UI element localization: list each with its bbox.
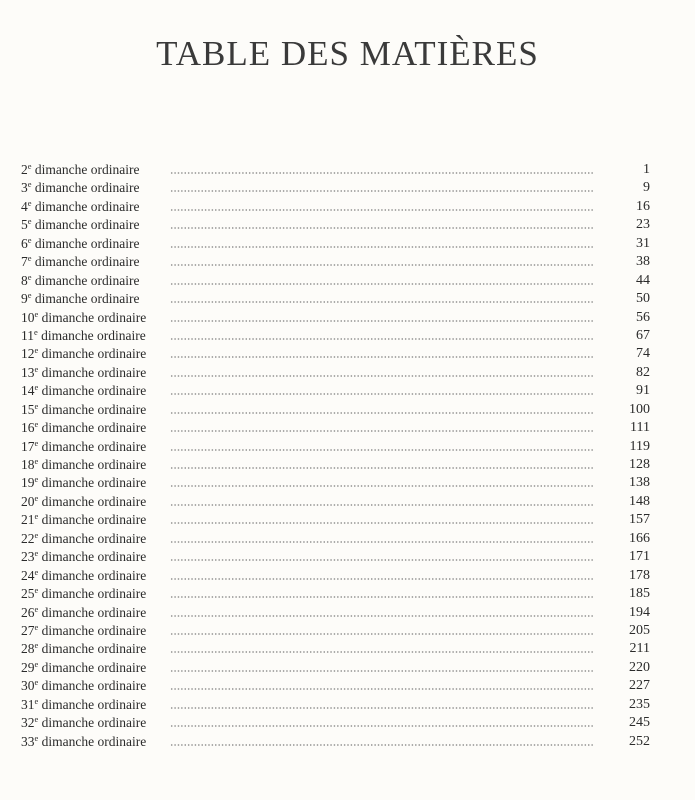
toc-entry-text: dimanche ordinaire xyxy=(38,696,147,712)
toc-entry[interactable] xyxy=(0,382,695,400)
toc-entry-label xyxy=(21,272,140,290)
toc-entry-ordinal-suffix: e xyxy=(27,179,32,190)
toc-entry-text: dimanche ordinaire xyxy=(38,715,147,731)
dot-leader xyxy=(170,651,594,653)
toc-entry[interactable] xyxy=(0,456,695,474)
toc-entry-label xyxy=(21,235,140,253)
toc-entry-page-number: 211 xyxy=(629,641,650,657)
toc-entry-label xyxy=(21,419,146,437)
toc-entry-label xyxy=(21,677,146,695)
toc-entry[interactable] xyxy=(0,640,695,658)
toc-entry[interactable] xyxy=(0,567,695,585)
toc-entry-label xyxy=(21,567,146,585)
toc-entry-number: 26 xyxy=(21,604,35,620)
toc-entry-ordinal-suffix: e xyxy=(34,419,39,430)
toc-entry[interactable] xyxy=(0,272,695,290)
toc-entry-number: 14 xyxy=(21,383,35,399)
toc-entry-label xyxy=(21,401,146,419)
dot-leader xyxy=(170,172,594,174)
toc-entry-number: 15 xyxy=(21,401,35,417)
toc-entry-page-number: 171 xyxy=(629,549,650,565)
toc-entry-text: dimanche ordinaire xyxy=(38,512,147,528)
dot-leader xyxy=(170,393,594,395)
toc-entry-number: 8 xyxy=(21,272,28,288)
toc-entry-ordinal-suffix: e xyxy=(27,161,32,171)
toc-entry-label xyxy=(21,659,146,677)
toc-entry[interactable] xyxy=(0,622,695,640)
toc-entry-ordinal-suffix: e xyxy=(34,548,39,559)
toc-entry-number: 30 xyxy=(21,678,35,694)
dot-leader xyxy=(170,725,594,727)
toc-entry-number: 27 xyxy=(21,622,35,638)
toc-entry[interactable] xyxy=(0,714,695,732)
toc-entry-ordinal-suffix: e xyxy=(34,640,39,651)
toc-entry-number: 21 xyxy=(21,512,35,528)
toc-entry-ordinal-suffix: e xyxy=(27,253,32,264)
dot-leader xyxy=(170,356,594,358)
toc-entry-number: 24 xyxy=(21,567,35,583)
dot-leader xyxy=(170,744,594,746)
toc-entry-number: 33 xyxy=(21,733,35,749)
toc-entry-page-number: 235 xyxy=(629,696,650,712)
toc-entry-label xyxy=(21,696,146,714)
toc-entry-text: dimanche ordinaire xyxy=(31,180,140,196)
toc-entry-page-number: 185 xyxy=(629,586,650,602)
toc-entry-text: dimanche ordinaire xyxy=(38,604,147,620)
toc-entry-label xyxy=(21,382,146,400)
toc-entry-page-number: 16 xyxy=(636,198,650,214)
toc-entry-page-number: 166 xyxy=(629,530,650,546)
toc-entry-ordinal-suffix: e xyxy=(34,511,39,522)
toc-entry-page-number: 9 xyxy=(643,180,650,196)
toc-entry-label xyxy=(21,438,146,456)
toc-entry-number: 19 xyxy=(21,475,35,491)
toc-entry-ordinal-suffix: e xyxy=(34,566,39,577)
toc-entry-ordinal-suffix: e xyxy=(34,603,39,614)
toc-entry-label xyxy=(21,511,146,529)
toc-entry-text: dimanche ordinaire xyxy=(38,678,147,694)
dot-leader xyxy=(170,559,594,561)
toc-entry-number: 18 xyxy=(21,457,35,472)
toc-entry-ordinal-suffix: e xyxy=(34,363,39,374)
dot-leader xyxy=(170,578,594,580)
toc-entry[interactable] xyxy=(0,438,695,456)
toc-entry-page-number: 100 xyxy=(629,401,650,417)
toc-entry[interactable] xyxy=(0,604,695,622)
toc-entry-label xyxy=(21,198,140,216)
table-of-contents xyxy=(0,161,695,751)
toc-entry-text: dimanche ordinaire xyxy=(38,420,147,436)
dot-leader xyxy=(170,246,594,248)
toc-entry-label xyxy=(21,161,140,179)
toc-entry-text: dimanche ordinaire xyxy=(38,622,147,638)
toc-entry-ordinal-suffix: e xyxy=(27,271,32,282)
toc-entry-text: dimanche ordinaire xyxy=(38,364,147,380)
toc-entry[interactable] xyxy=(0,511,695,529)
toc-entry-text: dimanche ordinaire xyxy=(38,586,147,602)
toc-entry-number: 3 xyxy=(21,180,28,196)
toc-entry-page-number: 157 xyxy=(629,512,650,528)
toc-entry-text: dimanche ordinaire xyxy=(38,475,147,491)
toc-entry-page-number: 128 xyxy=(629,457,650,472)
toc-entry-page-number: 74 xyxy=(636,346,650,362)
toc-entry-text: dimanche ordinaire xyxy=(38,438,147,454)
toc-entry[interactable] xyxy=(0,327,695,345)
toc-entry[interactable] xyxy=(0,530,695,548)
toc-entry-text: dimanche ordinaire xyxy=(31,291,140,307)
toc-entry-ordinal-suffix: e xyxy=(34,658,39,669)
toc-entry-text: dimanche ordinaire xyxy=(38,401,147,417)
toc-entry-number: 17 xyxy=(21,438,35,454)
dot-leader xyxy=(170,541,594,543)
toc-entry[interactable] xyxy=(0,364,695,382)
toc-entry-label xyxy=(21,290,140,308)
toc-entry-ordinal-suffix: e xyxy=(34,695,39,706)
toc-entry-text: dimanche ordinaire xyxy=(38,567,147,583)
toc-entry-text: dimanche ordinaire xyxy=(31,162,140,177)
dot-leader xyxy=(170,227,594,229)
dot-leader xyxy=(170,670,594,672)
toc-entry-page-number: 227 xyxy=(629,678,650,694)
toc-entry-number: 9 xyxy=(21,291,28,307)
toc-entry-text: dimanche ordinaire xyxy=(38,659,147,675)
dot-leader xyxy=(170,688,594,690)
toc-entry-page-number: 252 xyxy=(629,733,650,749)
toc-entry-page-number: 178 xyxy=(629,567,650,583)
toc-entry-label xyxy=(21,585,146,603)
toc-entry-label xyxy=(21,253,140,271)
toc-entry-label xyxy=(21,622,146,640)
toc-entry-label xyxy=(21,327,146,345)
toc-entry[interactable] xyxy=(0,474,695,492)
toc-entry-number: 22 xyxy=(21,530,35,546)
toc-entry-ordinal-suffix: e xyxy=(34,677,39,688)
toc-entry-ordinal-suffix: e xyxy=(34,345,39,356)
toc-entry-ordinal-suffix: e xyxy=(34,474,39,485)
toc-entry-page-number: 220 xyxy=(629,659,650,675)
toc-entry-label xyxy=(21,548,146,566)
dot-leader xyxy=(170,283,594,285)
toc-entry-ordinal-suffix: e xyxy=(27,197,32,208)
toc-entry-label xyxy=(21,604,146,622)
toc-entry-number: 11 xyxy=(21,327,34,343)
toc-entry-text: dimanche ordinaire xyxy=(38,346,147,362)
toc-entry-text: dimanche ordinaire xyxy=(31,198,140,214)
toc-entry[interactable] xyxy=(0,733,695,751)
toc-entry-label xyxy=(21,733,146,751)
dot-leader xyxy=(170,190,594,192)
page-title: TABLE DES MATIÈRES xyxy=(156,34,539,73)
dot-leader xyxy=(170,412,594,414)
dot-leader xyxy=(170,615,594,617)
toc-entry[interactable] xyxy=(0,198,695,216)
toc-entry-label xyxy=(21,640,146,658)
toc-entry-ordinal-suffix: e xyxy=(34,326,38,337)
toc-entry-text: dimanche ordinaire xyxy=(38,309,147,325)
toc-entry-ordinal-suffix: e xyxy=(34,400,39,411)
toc-entry-page-number: 91 xyxy=(636,383,650,399)
toc-entry-label xyxy=(21,309,146,327)
toc-entry[interactable] xyxy=(0,585,695,603)
toc-entry[interactable] xyxy=(0,419,695,437)
toc-entry-ordinal-suffix: e xyxy=(34,714,39,725)
toc-entry-label xyxy=(21,714,146,732)
toc-entry-label xyxy=(21,456,146,474)
toc-entry[interactable] xyxy=(0,309,695,327)
toc-entry-page-number: 111 xyxy=(630,420,650,436)
toc-entry-label xyxy=(21,345,146,363)
toc-entry-text: dimanche ordinaire xyxy=(38,641,147,657)
toc-entry-page-number: 56 xyxy=(636,309,650,325)
toc-entry-page-number: 23 xyxy=(636,217,650,233)
toc-entry-number: 7 xyxy=(21,254,28,270)
toc-entry-number: 4 xyxy=(21,198,28,214)
dot-leader xyxy=(170,633,594,635)
toc-entry-page-number: 67 xyxy=(636,327,650,343)
dot-leader xyxy=(170,264,594,266)
toc-entry[interactable] xyxy=(0,253,695,271)
toc-entry-number: 23 xyxy=(21,549,35,565)
toc-entry-number: 12 xyxy=(21,346,35,362)
toc-entry-label xyxy=(21,179,140,197)
toc-entry-label xyxy=(21,530,146,548)
toc-entry[interactable] xyxy=(0,345,695,363)
toc-entry-page-number: 31 xyxy=(636,235,650,251)
toc-entry-text: dimanche ordinaire xyxy=(38,493,147,509)
toc-entry-page-number: 38 xyxy=(636,254,650,270)
toc-entry-text: dimanche ordinaire xyxy=(38,383,147,399)
toc-entry-page-number: 119 xyxy=(629,438,650,454)
toc-entry-ordinal-suffix: e xyxy=(27,234,32,245)
toc-entry-text: dimanche ordinaire xyxy=(38,549,147,565)
toc-entry-number: 31 xyxy=(21,696,35,712)
toc-entry-text: dimanche ordinaire xyxy=(38,733,147,749)
toc-entry[interactable] xyxy=(0,677,695,695)
toc-entry-number: 25 xyxy=(21,586,35,602)
dot-leader xyxy=(170,467,594,469)
toc-entry-number: 16 xyxy=(21,420,35,436)
toc-entry-page-number: 1 xyxy=(643,162,650,177)
toc-entry-ordinal-suffix: e xyxy=(34,382,39,393)
toc-entry-text: dimanche ordinaire xyxy=(38,457,147,472)
toc-entry-ordinal-suffix: e xyxy=(34,585,39,596)
dot-leader xyxy=(170,485,594,487)
toc-entry-number: 32 xyxy=(21,715,35,731)
toc-entry-ordinal-suffix: e xyxy=(34,492,39,503)
dot-leader xyxy=(170,338,594,340)
toc-entry-number: 6 xyxy=(21,235,28,251)
dot-leader xyxy=(170,375,594,377)
toc-entry-ordinal-suffix: e xyxy=(27,216,32,227)
dot-leader xyxy=(170,209,594,211)
dot-leader xyxy=(170,522,594,524)
toc-entry-ordinal-suffix: e xyxy=(27,290,32,301)
toc-entry-text: dimanche ordinaire xyxy=(38,530,147,546)
toc-entry-page-number: 194 xyxy=(629,604,650,620)
toc-entry-ordinal-suffix: e xyxy=(34,621,39,632)
toc-entry[interactable] xyxy=(0,659,695,677)
toc-entry[interactable] xyxy=(0,493,695,511)
toc-entry-number: 20 xyxy=(21,493,35,509)
toc-entry[interactable] xyxy=(0,548,695,566)
toc-entry[interactable] xyxy=(0,696,695,714)
toc-entry[interactable] xyxy=(0,179,695,197)
toc-entry-text: dimanche ordinaire xyxy=(31,235,140,251)
toc-entry-number: 5 xyxy=(21,217,28,233)
toc-entry-page-number: 205 xyxy=(629,622,650,638)
toc-entry[interactable] xyxy=(0,161,695,179)
toc-entry-text: dimanche ordinaire xyxy=(31,217,140,233)
toc-entry-ordinal-suffix: e xyxy=(34,732,39,743)
toc-entry-label xyxy=(21,493,146,511)
toc-entry-ordinal-suffix: e xyxy=(34,308,39,319)
toc-entry[interactable] xyxy=(0,216,695,234)
toc-entry-page-number: 50 xyxy=(636,291,650,307)
dot-leader xyxy=(170,596,594,598)
toc-entry-label xyxy=(21,216,140,234)
toc-entry-text: dimanche ordinaire xyxy=(31,254,140,270)
toc-entry-number: 29 xyxy=(21,659,35,675)
toc-entry-number: 2 xyxy=(21,162,28,177)
toc-entry-label xyxy=(21,474,146,492)
toc-entry[interactable] xyxy=(0,290,695,308)
dot-leader xyxy=(170,301,594,303)
dot-leader xyxy=(170,430,594,432)
toc-entry-text: dimanche ordinaire xyxy=(37,327,146,343)
toc-entry-number: 28 xyxy=(21,641,35,657)
toc-entry-ordinal-suffix: e xyxy=(34,529,39,540)
toc-entry-ordinal-suffix: e xyxy=(34,437,39,448)
toc-entry-text: dimanche ordinaire xyxy=(31,272,140,288)
dot-leader xyxy=(170,707,594,709)
toc-entry-number: 10 xyxy=(21,309,35,325)
toc-entry-page-number: 138 xyxy=(629,475,650,491)
toc-entry-page-number: 245 xyxy=(629,715,650,731)
toc-entry-page-number: 82 xyxy=(636,364,650,380)
toc-entry-label xyxy=(21,364,146,382)
dot-leader xyxy=(170,449,594,451)
toc-entry[interactable] xyxy=(0,235,695,253)
toc-entry-page-number: 44 xyxy=(636,272,650,288)
toc-entry-ordinal-suffix: e xyxy=(34,456,39,466)
dot-leader xyxy=(170,320,594,322)
toc-entry-page-number: 148 xyxy=(629,493,650,509)
dot-leader xyxy=(170,504,594,506)
toc-entry[interactable] xyxy=(0,401,695,419)
toc-entry-number: 13 xyxy=(21,364,35,380)
